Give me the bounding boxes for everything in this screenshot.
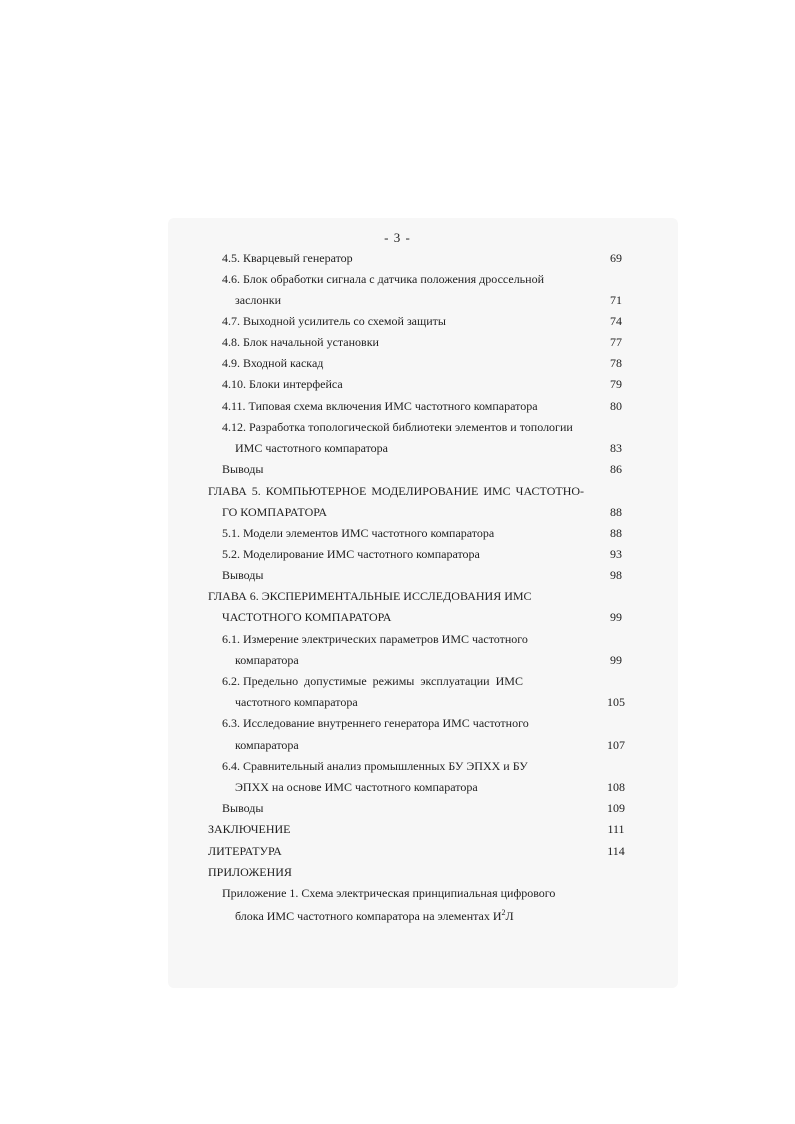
toc-chapter-5: ГЛАВА 5. КОМПЬЮТЕРНОЕ МОДЕЛИРОВАНИЕ ИМС ЧАСТОТНО- [208, 484, 585, 498]
toc-entry-4-9: 4.9. Входной каскад [222, 356, 324, 370]
toc-appendix-1: Приложение 1. Схема электрическая принципиальная цифрового [222, 886, 556, 900]
toc-entry-4-12-cont: ИМС частотного компаратора [235, 441, 389, 455]
toc-page-4-11: 80 [610, 399, 622, 413]
toc-entry-6-1: 6.1. Измерение электрических параметров ИМС частотного [222, 632, 528, 646]
toc-entry-6-3-cont: компаратора [235, 738, 299, 752]
toc-entry-6-2: 6.2. Предельно допустимые режимы эксплуатации ИМС [222, 674, 523, 688]
toc-entry-5-2: 5.2. Моделирование ИМС частотного компаратора [222, 547, 480, 561]
toc-entry-conclusions-ch6: Выводы [222, 801, 264, 815]
toc-page-4-8: 77 [610, 335, 622, 349]
toc-page-chapter-6: 99 [610, 610, 622, 624]
toc-page-5-2: 93 [610, 547, 622, 561]
toc-entry-4-12: 4.12. Разработка топологической библиотеки элементов и топологии [222, 420, 573, 434]
toc-page-4-9: 78 [610, 356, 622, 370]
toc-entry-4-8: 4.8. Блок начальной установки [222, 335, 379, 349]
toc-entry-6-4: 6.4. Сравнительный анализ промышленных БУ ЭПХХ и БУ [222, 759, 528, 773]
toc-entry-4-7: 4.7. Выходной усилитель со схемой защиты [222, 314, 446, 328]
toc-page-conclusions-ch5: 98 [610, 568, 622, 582]
toc-entry-4-10: 4.10. Блоки интерфейса [222, 377, 343, 391]
toc-entry-4-6-cont: заслонки [235, 293, 282, 307]
toc-conclusion: ЗАКЛЮЧЕНИЕ [208, 822, 291, 836]
toc-page-4-5: 69 [610, 251, 622, 265]
toc-page-6-2: 105 [607, 695, 625, 709]
toc-page-conclusions-ch6: 109 [607, 801, 625, 815]
page-number: - 3 - [384, 230, 411, 245]
toc-page-conclusions-ch4: 86 [610, 462, 622, 476]
toc-page-5-1: 88 [610, 526, 622, 540]
toc-entry-4-5: 4.5. Кварцевый генератор [222, 251, 353, 265]
toc-page-references: 114 [607, 844, 625, 858]
superscript-2: 2 [501, 908, 506, 917]
toc-entry-4-6: 4.6. Блок обработки сигнала с датчика положения дроссельной [222, 272, 544, 286]
toc-entry-4-11: 4.11. Типовая схема включения ИМС частотного компаратора [222, 399, 538, 413]
toc-appendices: ПРИЛОЖЕНИЯ [208, 865, 292, 879]
toc-page-conclusion: 111 [607, 822, 625, 836]
toc-page-4-6: 71 [610, 293, 622, 307]
toc-entry-6-4-cont: ЭПХХ на основе ИМС частотного компаратора [235, 780, 478, 794]
toc-entry-conclusions-ch4: Выводы [222, 462, 264, 476]
toc-entry-5-1: 5.1. Модели элементов ИМС частотного компаратора [222, 526, 495, 540]
toc-page-4-7: 74 [610, 314, 622, 328]
toc-entry-6-3: 6.3. Исследование внутреннего генератора ИМС частотного [222, 716, 529, 730]
toc-chapter-6: ГЛАВА 6. ЭКСПЕРИМЕНТАЛЬНЫЕ ИССЛЕДОВАНИЯ ИМС [208, 589, 532, 603]
toc-chapter-5-cont: ГО КОМПАРАТОРА [222, 505, 328, 519]
toc-references: ЛИТЕРАТУРА [208, 844, 282, 858]
toc-entry-conclusions-ch5: Выводы [222, 568, 264, 582]
toc-entry-6-2-cont: частотного компаратора [235, 695, 358, 709]
toc-page-6-3: 107 [607, 738, 625, 752]
toc-page-chapter-5: 88 [610, 505, 622, 519]
toc-chapter-6-cont: ЧАСТОТНОГО КОМПАРАТОРА [222, 610, 392, 624]
toc-entry-6-1-cont: компаратора [235, 653, 299, 667]
toc-page-4-12: 83 [610, 441, 622, 455]
toc-page-4-10: 79 [610, 377, 622, 391]
toc-page-6-1: 99 [610, 653, 622, 667]
toc-appendix-1-cont [235, 909, 514, 923]
appendix-1-text: блока ИМС частотного компаратора на элементах И [235, 909, 502, 923]
toc-page-6-4: 108 [607, 780, 625, 794]
appendix-1-text-end: Л [505, 909, 514, 923]
